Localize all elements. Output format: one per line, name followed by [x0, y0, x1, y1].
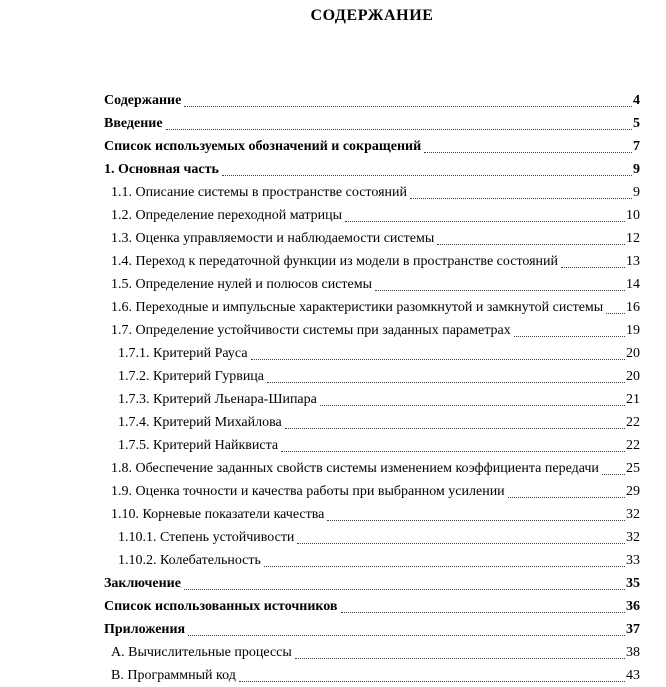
dot-leader	[606, 313, 625, 314]
dot-leader	[267, 382, 625, 383]
dot-leader	[514, 336, 625, 337]
toc-entry[interactable]	[104, 319, 640, 342]
toc-entry-page-number: 12	[626, 231, 640, 246]
toc-entry-label: 1.7. Определение устойчивости системы при заданных параметрах	[111, 323, 511, 338]
toc-entry-page-number: 36	[626, 599, 640, 614]
toc-entry-label: 1.7.3. Критерий Льенара-Шипара	[118, 392, 317, 407]
toc-entry-page-number: 13	[626, 254, 640, 269]
toc-entry-label: Список использованных источников	[104, 599, 338, 614]
dot-leader	[437, 244, 625, 245]
toc-entry-page-number: 20	[626, 369, 640, 384]
toc-entry[interactable]	[104, 365, 640, 388]
dot-leader	[375, 290, 625, 291]
toc-entry-page-number: 25	[626, 461, 640, 476]
toc-entry[interactable]	[104, 135, 640, 158]
toc-entry-label: 1.10. Корневые показатели качества	[111, 507, 325, 522]
dot-leader	[297, 543, 625, 544]
toc-title: СОДЕРЖАНИЕ	[310, 7, 434, 24]
toc-entry-page-number: 38	[626, 645, 640, 660]
toc-list	[104, 89, 640, 687]
toc-entry[interactable]	[104, 273, 640, 296]
toc-entry[interactable]	[104, 434, 640, 457]
dot-leader	[602, 474, 625, 475]
toc-entry[interactable]	[104, 595, 640, 618]
toc-entry-page-number: 10	[626, 208, 640, 223]
toc-entry[interactable]	[104, 250, 640, 273]
toc-entry-label: 1.6. Переходные и импульсные характеристики разомкнутой и замкнутой системы	[111, 300, 604, 315]
toc-entry-page-number: 32	[626, 507, 640, 522]
dot-leader	[327, 520, 625, 521]
toc-entry-page-number: 9	[633, 162, 640, 177]
dot-leader	[341, 612, 626, 613]
toc-entry-page-number: 32	[626, 530, 640, 545]
toc-entry[interactable]	[104, 618, 640, 641]
dot-leader	[561, 267, 625, 268]
toc-entry-label: Введение	[104, 116, 163, 131]
dot-leader	[424, 152, 632, 153]
toc-entry-page-number: 4	[633, 93, 640, 108]
toc-entry-label: 1.7.5. Критерий Найквиста	[118, 438, 279, 453]
toc-entry-page-number: 43	[626, 668, 640, 683]
toc-entry-page-number: 9	[633, 185, 640, 200]
toc-entry-page-number: 7	[633, 139, 640, 154]
toc-entry[interactable]	[104, 572, 640, 595]
toc-entry-label: 1.7.1. Критерий Рауса	[118, 346, 248, 361]
toc-entry-page-number: 21	[626, 392, 640, 407]
dot-leader	[410, 198, 632, 199]
toc-entry-label: 1.7.2. Критерий Гурвица	[118, 369, 265, 384]
toc-entry-label: В. Программный код	[111, 668, 236, 683]
toc-entry-label: 1.7.4. Критерий Михайлова	[118, 415, 282, 430]
toc-entry-label: 1.10.1. Степень устойчивости	[118, 530, 295, 545]
toc-entry-label: Список используемых обозначений и сокращений	[104, 139, 422, 154]
dot-leader	[166, 129, 632, 130]
toc-entry[interactable]	[104, 457, 640, 480]
toc-entry-label: 1.8. Обеспечение заданных свойств системы изменением коэффициента передачи	[111, 461, 599, 476]
toc-entry[interactable]	[104, 664, 640, 687]
toc-entry-label: 1.3. Оценка управляемости и наблюдаемости системы	[111, 231, 435, 246]
toc-entry[interactable]	[104, 641, 640, 664]
toc-entry-label: 1. Основная часть	[104, 162, 219, 177]
dot-leader	[222, 175, 632, 176]
toc-entry-label: 1.4. Переход к передаточной функции из модели в пространстве состояний	[111, 254, 559, 269]
toc-entry-page-number: 37	[626, 622, 640, 637]
toc-entry-label: А. Вычислительные процессы	[111, 645, 292, 660]
toc-entry[interactable]	[104, 480, 640, 503]
dot-leader	[251, 359, 625, 360]
toc-entry[interactable]	[104, 181, 640, 204]
toc-entry[interactable]	[104, 112, 640, 135]
toc-entry[interactable]	[104, 526, 640, 549]
dot-leader	[285, 428, 625, 429]
toc-entry[interactable]	[104, 296, 640, 319]
toc-entry[interactable]	[104, 204, 640, 227]
toc-entry-page-number: 22	[626, 438, 640, 453]
toc-entry-page-number: 22	[626, 415, 640, 430]
toc-entry-page-number: 33	[626, 553, 640, 568]
toc-entry[interactable]	[104, 549, 640, 572]
toc-entry[interactable]	[104, 411, 640, 434]
dot-leader	[320, 405, 625, 406]
toc-entry-label: 1.2. Определение переходной матрицы	[111, 208, 343, 223]
toc-entry-label: 1.1. Описание системы в пространстве состояний	[111, 185, 408, 200]
dot-leader	[264, 566, 625, 567]
dot-leader	[188, 635, 625, 636]
dot-leader	[295, 658, 625, 659]
toc-entry-page-number: 20	[626, 346, 640, 361]
toc-entry[interactable]	[104, 158, 640, 181]
dot-leader	[345, 221, 625, 222]
toc-entry-page-number: 29	[626, 484, 640, 499]
toc-entry[interactable]	[104, 89, 640, 112]
toc-entry-label: 1.10.2. Колебательность	[118, 553, 261, 568]
toc-entry-page-number: 19	[626, 323, 640, 338]
dot-leader	[184, 589, 625, 590]
toc-entry-label: Содержание	[104, 93, 182, 108]
dot-leader	[239, 681, 625, 682]
toc-entry-page-number: 14	[626, 277, 640, 292]
dot-leader	[184, 106, 632, 107]
toc-entry[interactable]	[104, 227, 640, 250]
dot-leader	[281, 451, 625, 452]
toc-entry-page-number: 16	[626, 300, 640, 315]
toc-entry[interactable]	[104, 503, 640, 526]
toc-entry-label: Заключение	[104, 576, 181, 591]
toc-entry-label: 1.9. Оценка точности и качества работы при выбранном усилении	[111, 484, 505, 499]
toc-entry-label: 1.5. Определение нулей и полюсов системы	[111, 277, 373, 292]
toc-entry-label: Приложения	[104, 622, 186, 637]
toc-entry[interactable]	[104, 388, 640, 411]
toc-entry-page-number: 35	[626, 576, 640, 591]
toc-entry[interactable]	[104, 342, 640, 365]
dot-leader	[508, 497, 625, 498]
toc-entry-page-number: 5	[633, 116, 640, 131]
